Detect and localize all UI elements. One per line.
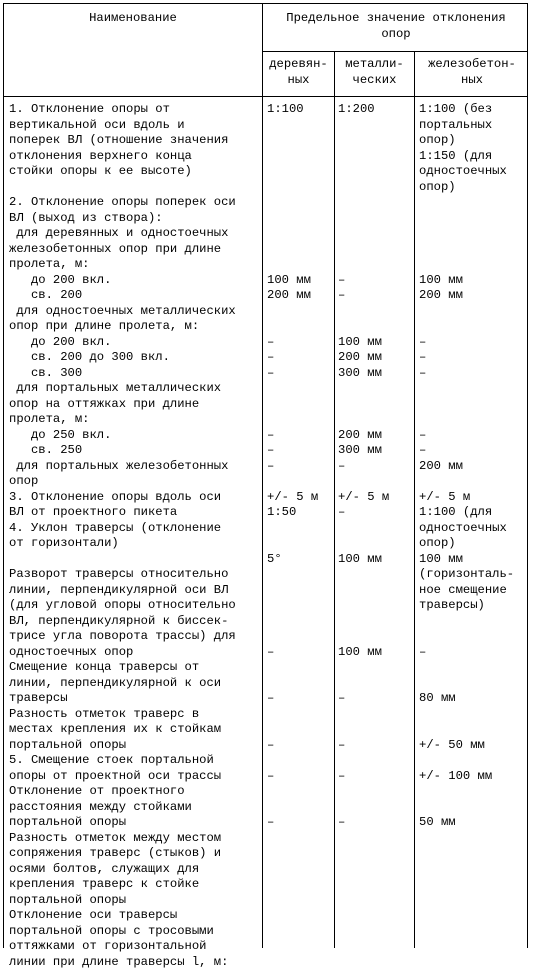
header-name: Наименование (89, 11, 177, 25)
tolerance-table (3, 3, 528, 969)
header-divider (262, 51, 527, 52)
body-wood-column: 1:100 100 мм 200 мм – – – – – – +/- 5 м 1:50 5° – – – – – (267, 102, 319, 829)
body-metal-column: 1:200 – – 100 мм 200 мм 300 мм 200 мм 300 мм – +/- 5 м – 100 мм 100 мм – – – – (338, 102, 390, 829)
body-name-column: 1. Отклонение опоры от вертикальной оси вдоль и поперек ВЛ (отношение значения отклонения верхнего конца стойки опоры к ее высоте) 2. Отклонение опоры поперек оси ВЛ (выход из створа): для деревянных и одностоечных железобетонных опор при длине пролета, м: до 200 вкл. св. 200 для одностоечных металлических опор при длине пролета, м: до 200 вкл. св. 200 до 300 вкл. св. 300 для портальных металлических опор на оттяжках при длине пролета, м: до 250 вкл. св. 250 для портальных железобетонных опор 3. Отклонение опоры вдоль оси ВЛ от проектного пикета 4. Уклон траверсы (отклонение от горизонтали) Разворот траверсы относительно линии, перпендикулярной оси ВЛ (для угловой опоры относительно ВЛ, перпендикулярной к биссек- трисе угла поворота трассы) для одностоечных опор Смещение конца траверсы от линии, перпендикулярной к оси траверсы Разность отметок траверс в местах крепления их к стойкам портальной опоры 5. Смещение стоек портальной опоры от проектной оси трассы Отклонение от проектного расстояния между стойками портальной опоры Разность отметок между местом сопряжения траверс (стыков) и осями болтов, служащих для крепления траверс к стойке портальной опоры Отклонение оси траверсы портальной опоры с тросовыми оттяжками от горизонтальной линии при длине траверсы l, м: (9, 102, 236, 969)
column-divider (334, 51, 335, 948)
header-bottom-border (4, 96, 527, 97)
header-concrete: железобетон- ных (428, 57, 516, 87)
body-concrete-column: 1:100 (без портальных опор) 1:150 (для одностоечных опор) 100 мм 200 мм – – – – – 200 мм +/- 5 м 1:100 (для одностоечных опор) 100 мм (горизонталь- ное смещение траверсы) – 80 мм +/- 50 мм +/- 100 мм 50 мм (419, 102, 515, 829)
column-divider (262, 4, 263, 948)
column-divider (414, 51, 415, 948)
header-metal: металли- ческих (345, 57, 404, 87)
header-limit-value: Предельное значение отклонения опор (286, 11, 506, 41)
header-wood: деревян- ных (269, 57, 328, 87)
